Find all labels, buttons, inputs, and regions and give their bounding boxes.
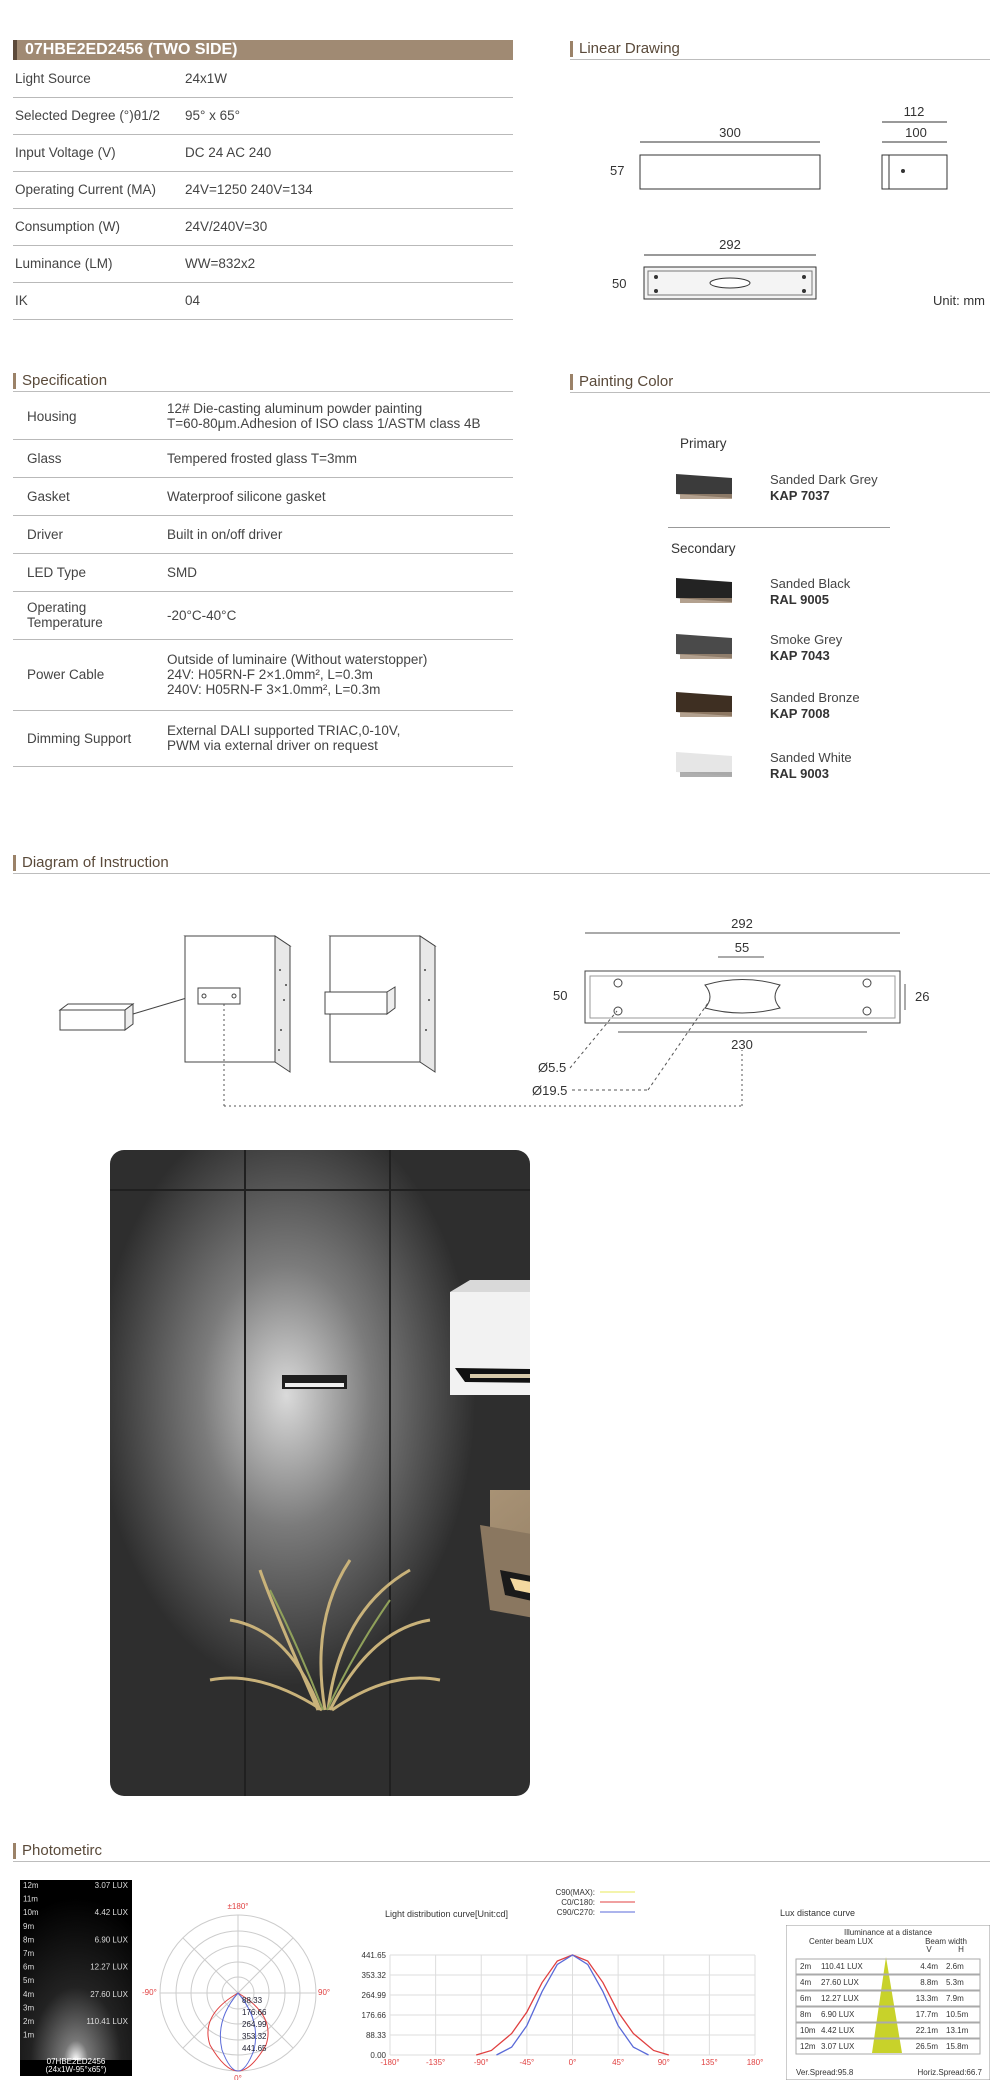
legend-label: C0/C180: [561,1898,595,1907]
curve-title: Light distribution curve[Unit:cd] [385,1909,509,1919]
spec-key: Consumption (W) [15,219,121,234]
beam-distance: 8m [23,1935,35,1945]
beam-caption2: (24x1W-95°x65°) [45,2065,107,2074]
lux-h: 13.1m [946,2026,969,2035]
specification-key: Glass [27,451,62,466]
spec-value: 24V/240V=30 [185,219,268,234]
linear-drawing [600,95,1000,320]
lux-v: 8.8m [920,1978,938,1987]
unit-label: Unit: mm [933,293,985,308]
swatch-label [770,576,850,608]
y-tick-label: 264.99 [361,1991,386,2000]
lux-distance: 12m [800,2042,816,2051]
secondary-label: Secondary [671,541,736,556]
beam-lux: 110.41 LUX [86,2017,128,2026]
polar-ring-label: 176.66 [242,2008,267,2017]
primary-label: Primary [680,436,727,451]
x-tick-label: -135° [426,2058,446,2067]
divider [570,59,990,60]
spec-value: DC 24 AC 240 [185,145,272,160]
total-width-label: 292 [731,916,753,931]
lux-center: 3.07 LUX [821,2042,855,2051]
swatch-sanded-dark-grey [676,476,732,500]
lux-v: 4.4m [920,1962,938,1971]
polar-right-label: 90° [318,1988,331,1997]
hor-spread: Horiz.Spread:66.7 [917,2068,982,2077]
lux-header2: Center beam LUX [808,1937,874,1946]
lux-v: 13.3m [915,1994,938,2003]
color-code: RAL 9005 [770,592,830,607]
beam-caption1: 07HBE2ED2456 [46,2057,106,2066]
divider [13,391,513,392]
specification-key: Housing [27,409,77,424]
specification-row [13,591,513,640]
color-code: RAL 9003 [770,766,830,781]
beam-distance: 1m [23,2030,35,2040]
specification-value: 12# Die-casting aluminum powder painting T=60-80μm.Adhesion of ISO class 1/ASTM class 4B [167,401,481,431]
specification-key: Dimming Support [27,731,132,746]
spec-key: Input Voltage (V) [15,145,116,160]
lux-center: 6.90 LUX [821,2010,855,2019]
spec-value: 04 [185,293,201,308]
instruction-diagram [0,900,1000,1120]
back-height-label: 50 [612,276,627,291]
painting-color-title: Painting Color [570,374,673,390]
y-tick-label: 353.32 [361,1971,386,1980]
lux-center: 4.42 LUX [821,2026,855,2035]
y-tick-label: 0.00 [370,2051,386,2060]
specification-key: Gasket [27,489,70,504]
beam-lux: 27.60 LUX [90,1989,128,1999]
specification-row [13,553,513,592]
specification-row [13,710,513,767]
specification-row [13,393,513,440]
beam-visual [20,1880,132,2076]
spec-row [13,245,513,283]
lux-header3: Beam width [925,1937,967,1946]
polar-ring-label: 441.65 [242,2044,267,2053]
lux-v: 26.5m [915,2042,938,2051]
hole-diameter2-label: Ø19.5 [532,1083,568,1098]
specification-key: Driver [27,527,63,542]
divider [570,392,990,393]
lux-h: 10.5m [946,2010,969,2019]
swatch-sanded-black [676,580,732,604]
side-outer-label: 112 [903,104,925,119]
lux-v: 22.1m [915,2026,938,2035]
x-tick-label: 180° [746,2058,764,2067]
back-width-label: 292 [719,237,741,252]
x-tick-label: 0° [568,2058,577,2067]
beam-distance: 5m [23,1976,35,1986]
x-tick-label: -45° [519,2058,535,2067]
x-tick-label: 135° [701,2058,718,2067]
lux-center: 110.41 LUX [821,1962,863,1971]
divider [13,1861,990,1862]
photometric-title: Photometirc [13,1843,102,1859]
lux-table [786,1925,990,2080]
lux-distance: 6m [800,1994,812,2003]
spec-row [13,208,513,246]
color-code: KAP 7008 [770,706,830,721]
swatch-sanded-white [676,754,732,778]
plate-inner-height-label: 26 [915,989,930,1004]
x-tick-label: -180° [380,2058,400,2067]
lux-distance: 2m [800,1962,812,1971]
color-name: Sanded Dark Grey [770,472,878,487]
spec-key: Luminance (LM) [15,256,113,271]
beam-lux: 6.90 LUX [94,1935,128,1945]
slot-width-label: 55 [734,940,750,955]
beam-distance: 12m [23,1881,39,1890]
specification-key: Operating Temperature [27,600,103,630]
lux-h: 5.3m [946,1978,964,1987]
lux-v: 17.7m [915,2010,938,2019]
lux-distance: 4m [800,1978,812,1987]
legend-label: C90(MAX): [555,1888,595,1897]
polar-ring-label: 353.32 [242,2032,267,2041]
polar-chart [140,1895,340,2080]
polar-ring-label: 88.33 [242,1996,263,2005]
beam-lux: 4.42 LUX [94,1908,128,1918]
specification-value: Waterproof silicone gasket [167,489,326,504]
x-tick-label: -90° [473,2058,489,2067]
specification-value: -20°C-40°C [167,608,237,623]
specification-key: Power Cable [27,667,105,682]
lux-distance: 8m [800,2010,812,2019]
swatch-label [770,750,852,782]
spec-value: 95° x 65° [185,108,241,123]
beam-distance: 7m [23,1949,35,1958]
polar-top-label: ±180° [227,1902,249,1911]
spec-key: Light Source [15,71,91,86]
lux-h-label: H [958,1945,964,1954]
specification-key: LED Type [27,565,87,580]
swatch-label [770,632,842,664]
polar-left-label: -90° [142,1988,157,1997]
polar-bottom-label: 0° [234,2074,242,2080]
model-title: 07HBE2ED2456 (TWO SIDE) [13,40,513,60]
lux-h: 7.9m [946,1994,964,2003]
polar-ring-label: 264.99 [242,2020,267,2029]
specification-row [13,439,513,478]
spec-row [13,171,513,209]
swatch-label [770,472,878,504]
side-inner-label: 100 [905,125,927,140]
lux-center: 27.60 LUX [821,1978,859,1987]
spec-value: WW=832x2 [185,256,256,271]
ver-spread: Ver.Spread:95.8 [796,2068,854,2077]
specification-row [13,477,513,516]
specification-value: Tempered frosted glass T=3mm [167,451,357,466]
plate-height-label: 50 [553,988,568,1003]
specification-value: SMD [167,565,197,580]
color-name: Sanded Bronze [770,690,860,705]
beam-lux: 12.27 LUX [90,1962,128,1972]
spec-key: Selected Degree (°)θ1/2 [15,108,160,123]
lux-distance: 10m [800,2026,816,2035]
beam-distance: 6m [23,1962,35,1972]
y-tick-label: 88.33 [365,2031,386,2040]
y-tick-label: 441.65 [361,1951,386,1960]
beam-distance: 9m [23,1921,35,1931]
beam-distance: 11m [23,1894,38,1904]
spec-row [13,282,513,320]
spec-key: IK [15,293,28,308]
swatch-label [770,690,860,722]
x-tick-label: 45° [612,2058,625,2067]
divider [668,527,890,528]
hole-diameter-label: Ø5.5 [538,1060,567,1075]
divider [13,873,990,874]
color-code: KAP 7043 [770,648,830,663]
beam-distance: 4m [23,1989,35,1999]
color-name: Smoke Grey [770,632,843,647]
specification-row [13,639,513,711]
lux-h: 15.8m [946,2042,969,2051]
beam-lux: 3.07 LUX [94,1881,128,1890]
specification-row [13,515,513,554]
front-width-label: 300 [719,125,741,140]
lux-v-label: V [926,1945,932,1954]
hole-spacing-label: 230 [731,1037,753,1052]
spec-row [13,97,513,135]
lux-curve-title: Lux distance curve [780,1908,856,1918]
spec-row [13,60,513,98]
lux-h: 2.6m [946,1962,964,1971]
front-height-label: 57 [610,163,625,178]
spec-value: 24x1W [185,71,228,86]
beam-distance: 2m [23,2017,35,2026]
product-photo [110,1150,530,1796]
spec-row [13,134,513,172]
specification-value: Outside of luminaire (Without waterstopper) 24V: H05RN-F 2×1.0mm², L=0.3m 240V: H05RN-F 3×1.0mm², L=0.3m [167,652,428,697]
color-name: Sanded Black [770,576,851,591]
y-tick-label: 176.66 [361,2011,386,2020]
specification-title: Specification [13,373,107,389]
specification-value: Built in on/off driver [167,527,283,542]
beam-distance: 3m [23,2003,35,2013]
lux-header1: Illuminance at a distance [843,1928,933,1937]
color-name: Sanded White [770,750,852,765]
legend-label: C90/C270: [556,1908,595,1917]
swatch-sanded-bronze [676,694,732,718]
x-tick-label: 90° [657,2058,670,2067]
spec-key: Operating Current (MA) [15,182,157,197]
swatch-smoke-grey [676,636,732,660]
lux-center: 12.27 LUX [821,1994,859,2003]
specification-value: External DALI supported TRIAC,0-10V, PWM via external driver on request [167,723,401,753]
light-distribution-chart [345,1885,765,2080]
instruction-title: Diagram of Instruction [13,855,169,871]
color-code: KAP 7037 [770,488,830,503]
spec-value: 24V=1250 240V=134 [185,182,313,197]
beam-distance: 10m [23,1908,39,1918]
linear-drawing-title: Linear Drawing [570,41,680,57]
